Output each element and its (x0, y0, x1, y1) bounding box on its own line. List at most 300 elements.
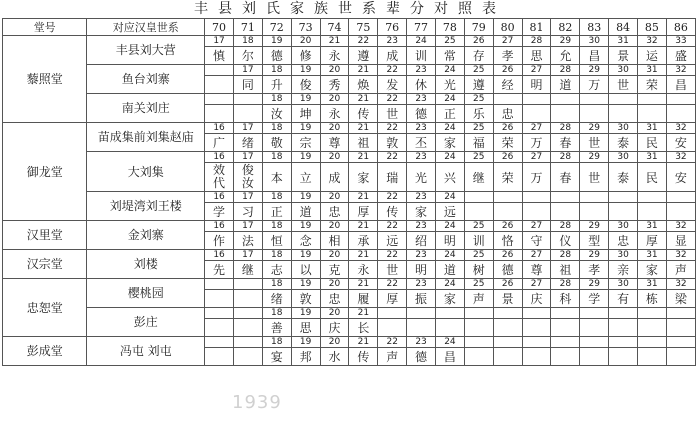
generation-number: 19 (291, 65, 320, 76)
generation-character: 春 (551, 163, 580, 192)
generation-character: 宴 (262, 348, 291, 366)
generation-number: 28 (551, 279, 580, 290)
generation-character: 以 (291, 261, 320, 279)
generation-character (609, 105, 638, 123)
generation-number (205, 65, 234, 76)
generation-number (666, 308, 695, 319)
generation-character: 万 (522, 163, 551, 192)
generation-number: 22 (378, 250, 407, 261)
table-row (3, 152, 696, 163)
generation-number: 20 (320, 308, 349, 319)
generation-number: 22 (378, 337, 407, 348)
header-generation: 71 (233, 19, 262, 36)
generation-character: 恪 (493, 232, 522, 250)
generation-number: 19 (291, 308, 320, 319)
generation-character: 光 (435, 76, 464, 94)
generation-character: 昌 (435, 348, 464, 366)
generation-character: 绪 (233, 134, 262, 152)
generation-character: 训 (464, 232, 493, 250)
generation-number: 20 (320, 152, 349, 163)
generation-number: 24 (435, 192, 464, 203)
table-row (3, 36, 696, 47)
generation-number: 24 (435, 337, 464, 348)
generation-number (205, 337, 234, 348)
generation-number: 19 (291, 337, 320, 348)
generation-character: 训 (407, 47, 436, 65)
generation-number (580, 308, 609, 319)
generation-number: 23 (407, 94, 436, 105)
generation-character: 克 (320, 261, 349, 279)
generation-number: 21 (349, 279, 378, 290)
generation-character: 敬 (262, 134, 291, 152)
generation-number (638, 337, 667, 348)
generation-character: 发 (378, 76, 407, 94)
generation-character: 永 (320, 47, 349, 65)
generation-character: 经 (493, 76, 522, 94)
generation-number: 31 (609, 36, 638, 47)
generation-number: 31 (638, 65, 667, 76)
generation-number: 22 (378, 221, 407, 232)
generation-character (580, 319, 609, 337)
generation-character (493, 319, 522, 337)
generation-character: 敦 (378, 134, 407, 152)
generation-number: 26 (464, 36, 493, 47)
generation-number: 26 (493, 250, 522, 261)
generation-character (435, 319, 464, 337)
generation-character: 绍 (407, 232, 436, 250)
generation-number: 32 (666, 221, 695, 232)
generation-character: 祖 (551, 261, 580, 279)
generation-character: 荣 (493, 134, 522, 152)
generation-number: 25 (464, 94, 493, 105)
village-name: 彭庄 (87, 308, 205, 337)
generation-number: 17 (233, 123, 262, 134)
generation-number: 29 (580, 221, 609, 232)
generation-number: 29 (580, 279, 609, 290)
generation-character: 世 (609, 76, 638, 94)
generation-number: 20 (320, 221, 349, 232)
generation-number: 32 (638, 36, 667, 47)
generation-character: 休 (407, 76, 436, 94)
generation-number (551, 337, 580, 348)
header-generation: 75 (349, 19, 378, 36)
generation-character: 世 (580, 134, 609, 152)
generation-character: 泰 (609, 134, 638, 152)
generation-character: 德 (493, 261, 522, 279)
generation-number: 23 (378, 36, 407, 47)
generation-character: 修 (291, 47, 320, 65)
generation-number (407, 308, 436, 319)
generation-character: 同 (233, 76, 262, 94)
generation-number: 22 (378, 192, 407, 203)
generation-character: 声 (464, 290, 493, 308)
generation-number: 26 (493, 221, 522, 232)
generation-character: 仪 (551, 232, 580, 250)
generation-number: 23 (407, 337, 436, 348)
village-name: 苗成集前刘集赵庙 (87, 123, 205, 152)
generation-number: 20 (320, 94, 349, 105)
header-generation: 77 (407, 19, 436, 36)
generation-number: 32 (666, 65, 695, 76)
header-generation: 73 (291, 19, 320, 36)
header-hall: 堂号 (3, 19, 87, 36)
generation-character: 俊 汝 (233, 163, 262, 192)
generation-character: 世 (378, 261, 407, 279)
generation-number: 20 (320, 279, 349, 290)
generation-number: 30 (580, 36, 609, 47)
header-generation: 76 (378, 19, 407, 36)
generation-character: 恒 (262, 232, 291, 250)
hall-name: 彭成堂 (3, 337, 87, 366)
generation-number (205, 308, 234, 319)
village-name: 樱桃园 (87, 279, 205, 308)
generation-number: 22 (349, 36, 378, 47)
header-generation: 85 (638, 19, 667, 36)
generation-number (522, 192, 551, 203)
generation-number (464, 308, 493, 319)
generation-number: 31 (638, 221, 667, 232)
header-generation: 70 (205, 19, 234, 36)
hall-name: 汉里堂 (3, 221, 87, 250)
generation-character (551, 105, 580, 123)
generation-number: 28 (551, 123, 580, 134)
generation-character: 效 代 (205, 163, 234, 192)
generation-character (580, 105, 609, 123)
hall-name: 忠恕堂 (3, 279, 87, 337)
generation-number: 30 (609, 221, 638, 232)
generation-character: 世 (378, 105, 407, 123)
generation-number: 17 (233, 65, 262, 76)
generation-number: 32 (666, 123, 695, 134)
generation-number: 30 (609, 65, 638, 76)
generation-number: 19 (291, 250, 320, 261)
header-generation: 84 (609, 19, 638, 36)
generation-number: 28 (551, 250, 580, 261)
generation-number: 19 (291, 221, 320, 232)
village-name: 刘堤湾刘王楼 (87, 192, 205, 221)
watermark: 1939 (232, 392, 282, 413)
generation-number: 23 (407, 250, 436, 261)
generation-number (435, 308, 464, 319)
generation-character: 立 (291, 163, 320, 192)
generation-number (522, 337, 551, 348)
generation-number: 26 (493, 152, 522, 163)
generation-character (666, 105, 695, 123)
generation-number: 17 (233, 192, 262, 203)
generation-number: 21 (349, 123, 378, 134)
generation-character: 民 (638, 134, 667, 152)
generation-number: 26 (493, 123, 522, 134)
generation-number: 20 (320, 337, 349, 348)
generation-character (205, 105, 234, 123)
generation-character (638, 203, 667, 221)
generation-character: 习 (233, 203, 262, 221)
generation-number: 22 (378, 123, 407, 134)
generation-character: 成 (320, 163, 349, 192)
generation-character: 继 (233, 261, 262, 279)
generation-number: 21 (349, 250, 378, 261)
table-row (3, 221, 696, 232)
generation-number: 17 (233, 221, 262, 232)
generation-character: 遵 (464, 76, 493, 94)
generation-number: 21 (349, 94, 378, 105)
generation-number: 23 (407, 279, 436, 290)
header-generation-label: 对应汉皇世系 (87, 19, 205, 36)
generation-character: 盛 (666, 47, 695, 65)
generation-character: 远 (435, 203, 464, 221)
generation-number (205, 279, 234, 290)
generation-character: 明 (407, 261, 436, 279)
table-row (3, 308, 696, 319)
generation-character: 正 (435, 105, 464, 123)
lineage-table (2, 18, 696, 366)
generation-character: 绪 (262, 290, 291, 308)
generation-character (205, 319, 234, 337)
generation-character: 荣 (638, 76, 667, 94)
generation-number: 25 (464, 123, 493, 134)
generation-character: 民 (638, 163, 667, 192)
table-row (3, 123, 696, 134)
generation-number: 32 (666, 250, 695, 261)
generation-character: 家 (349, 163, 378, 192)
generation-character: 长 (349, 319, 378, 337)
generation-character: 乐 (464, 105, 493, 123)
generation-number: 18 (262, 192, 291, 203)
generation-character: 瑞 (378, 163, 407, 192)
generation-character (580, 348, 609, 366)
generation-number: 30 (609, 250, 638, 261)
generation-number: 18 (262, 337, 291, 348)
generation-number: 18 (262, 308, 291, 319)
generation-character: 万 (522, 134, 551, 152)
generation-number: 20 (320, 123, 349, 134)
generation-character: 承 (349, 232, 378, 250)
generation-number (551, 308, 580, 319)
village-name: 南关刘庄 (87, 94, 205, 123)
generation-character: 邦 (291, 348, 320, 366)
generation-number: 21 (349, 65, 378, 76)
generation-number (666, 192, 695, 203)
generation-number: 21 (349, 221, 378, 232)
generation-number: 18 (262, 94, 291, 105)
generation-number: 19 (291, 94, 320, 105)
generation-character: 常 (435, 47, 464, 65)
generation-number: 24 (407, 36, 436, 47)
generation-character: 泰 (609, 163, 638, 192)
generation-character: 志 (262, 261, 291, 279)
generation-number: 17 (233, 152, 262, 163)
header-generation: 79 (464, 19, 493, 36)
generation-character: 焕 (349, 76, 378, 94)
generation-number: 32 (666, 279, 695, 290)
generation-character: 慎 (205, 47, 234, 65)
generation-character: 家 (407, 203, 436, 221)
generation-number (666, 337, 695, 348)
generation-number: 23 (407, 65, 436, 76)
generation-character: 庆 (320, 319, 349, 337)
generation-number: 22 (378, 94, 407, 105)
generation-number: 24 (435, 221, 464, 232)
generation-character (205, 76, 234, 94)
generation-number: 27 (493, 36, 522, 47)
generation-number: 31 (638, 279, 667, 290)
generation-character: 荣 (493, 163, 522, 192)
generation-number: 23 (407, 123, 436, 134)
generation-character (233, 319, 262, 337)
generation-character: 忠 (320, 203, 349, 221)
generation-character (609, 203, 638, 221)
generation-number (493, 308, 522, 319)
generation-character: 广 (205, 134, 234, 152)
generation-character: 学 (205, 203, 234, 221)
generation-character (493, 203, 522, 221)
generation-number (464, 337, 493, 348)
generation-number: 27 (522, 123, 551, 134)
generation-number: 23 (407, 152, 436, 163)
generation-number: 28 (551, 221, 580, 232)
generation-number (233, 337, 262, 348)
generation-character: 振 (407, 290, 436, 308)
generation-number: 29 (551, 36, 580, 47)
generation-character (609, 319, 638, 337)
generation-number: 20 (320, 65, 349, 76)
generation-character: 有 (609, 290, 638, 308)
generation-number (551, 94, 580, 105)
generation-number (205, 94, 234, 105)
generation-number: 25 (464, 152, 493, 163)
generation-number: 16 (205, 250, 234, 261)
generation-number (638, 308, 667, 319)
generation-character: 祖 (349, 134, 378, 152)
generation-number: 17 (205, 36, 234, 47)
header-generation: 86 (666, 19, 695, 36)
generation-character: 厚 (378, 290, 407, 308)
generation-number: 29 (580, 123, 609, 134)
generation-character (522, 105, 551, 123)
generation-character: 远 (378, 232, 407, 250)
table-row (3, 279, 696, 290)
generation-character: 善 (262, 319, 291, 337)
generation-character: 家 (638, 261, 667, 279)
generation-character (464, 348, 493, 366)
generation-character: 坤 (291, 105, 320, 123)
generation-character: 厚 (638, 232, 667, 250)
generation-character (407, 319, 436, 337)
generation-number: 21 (349, 337, 378, 348)
generation-character: 世 (580, 163, 609, 192)
generation-character: 德 (407, 348, 436, 366)
generation-number: 18 (262, 279, 291, 290)
generation-character: 遵 (349, 47, 378, 65)
table-row (3, 337, 696, 348)
header-generation: 78 (435, 19, 464, 36)
generation-number: 23 (407, 221, 436, 232)
generation-number: 20 (291, 36, 320, 47)
generation-number: 16 (205, 221, 234, 232)
generation-number: 16 (205, 152, 234, 163)
generation-character: 兴 (435, 163, 464, 192)
village-name: 金刘寨 (87, 221, 205, 250)
generation-number: 31 (638, 123, 667, 134)
generation-number: 24 (435, 123, 464, 134)
generation-character: 水 (320, 348, 349, 366)
generation-number: 25 (435, 36, 464, 47)
generation-character: 树 (464, 261, 493, 279)
generation-character (551, 319, 580, 337)
generation-character: 道 (435, 261, 464, 279)
generation-number (233, 308, 262, 319)
generation-number: 22 (378, 65, 407, 76)
generation-number: 30 (609, 123, 638, 134)
generation-number (609, 94, 638, 105)
village-name: 丰县刘大营 (87, 36, 205, 65)
hall-name: 御龙堂 (3, 123, 87, 221)
generation-character: 万 (580, 76, 609, 94)
generation-number: 21 (320, 36, 349, 47)
generation-character: 永 (320, 105, 349, 123)
generation-character (638, 319, 667, 337)
generation-number: 16 (205, 123, 234, 134)
generation-number: 25 (464, 279, 493, 290)
generation-character: 厚 (349, 203, 378, 221)
generation-character (233, 105, 262, 123)
generation-number: 29 (580, 65, 609, 76)
generation-number: 33 (666, 36, 695, 47)
generation-number (551, 192, 580, 203)
generation-number: 27 (522, 152, 551, 163)
generation-character (666, 348, 695, 366)
header-generation: 82 (551, 19, 580, 36)
generation-character: 履 (349, 290, 378, 308)
generation-number: 16 (205, 192, 234, 203)
page-title: 丰县刘氏家族世系辈分对照表 (194, 1, 506, 17)
generation-character: 忠 (609, 232, 638, 250)
generation-character: 栋 (638, 290, 667, 308)
generation-character (205, 290, 234, 308)
generation-character: 昌 (580, 47, 609, 65)
hall-name: 汉宗堂 (3, 250, 87, 279)
generation-number: 25 (464, 221, 493, 232)
village-name: 刘楼 (87, 250, 205, 279)
generation-character: 俊 (291, 76, 320, 94)
generation-character: 念 (291, 232, 320, 250)
generation-character: 安 (666, 163, 695, 192)
generation-number: 19 (291, 123, 320, 134)
generation-character: 家 (435, 290, 464, 308)
generation-character: 正 (262, 203, 291, 221)
generation-number (638, 192, 667, 203)
generation-character: 景 (609, 47, 638, 65)
generation-character: 传 (349, 105, 378, 123)
generation-character: 本 (262, 163, 291, 192)
generation-character: 孝 (580, 261, 609, 279)
generation-character: 福 (464, 134, 493, 152)
generation-character: 科 (551, 290, 580, 308)
generation-number: 28 (551, 152, 580, 163)
generation-number: 27 (522, 65, 551, 76)
generation-number: 27 (522, 250, 551, 261)
generation-number (464, 192, 493, 203)
table-row (3, 250, 696, 261)
generation-character: 继 (464, 163, 493, 192)
generation-number: 31 (638, 250, 667, 261)
generation-number: 18 (262, 221, 291, 232)
generation-character: 思 (291, 319, 320, 337)
generation-character (205, 348, 234, 366)
generation-number: 30 (609, 152, 638, 163)
generation-character (609, 348, 638, 366)
generation-character: 家 (435, 134, 464, 152)
